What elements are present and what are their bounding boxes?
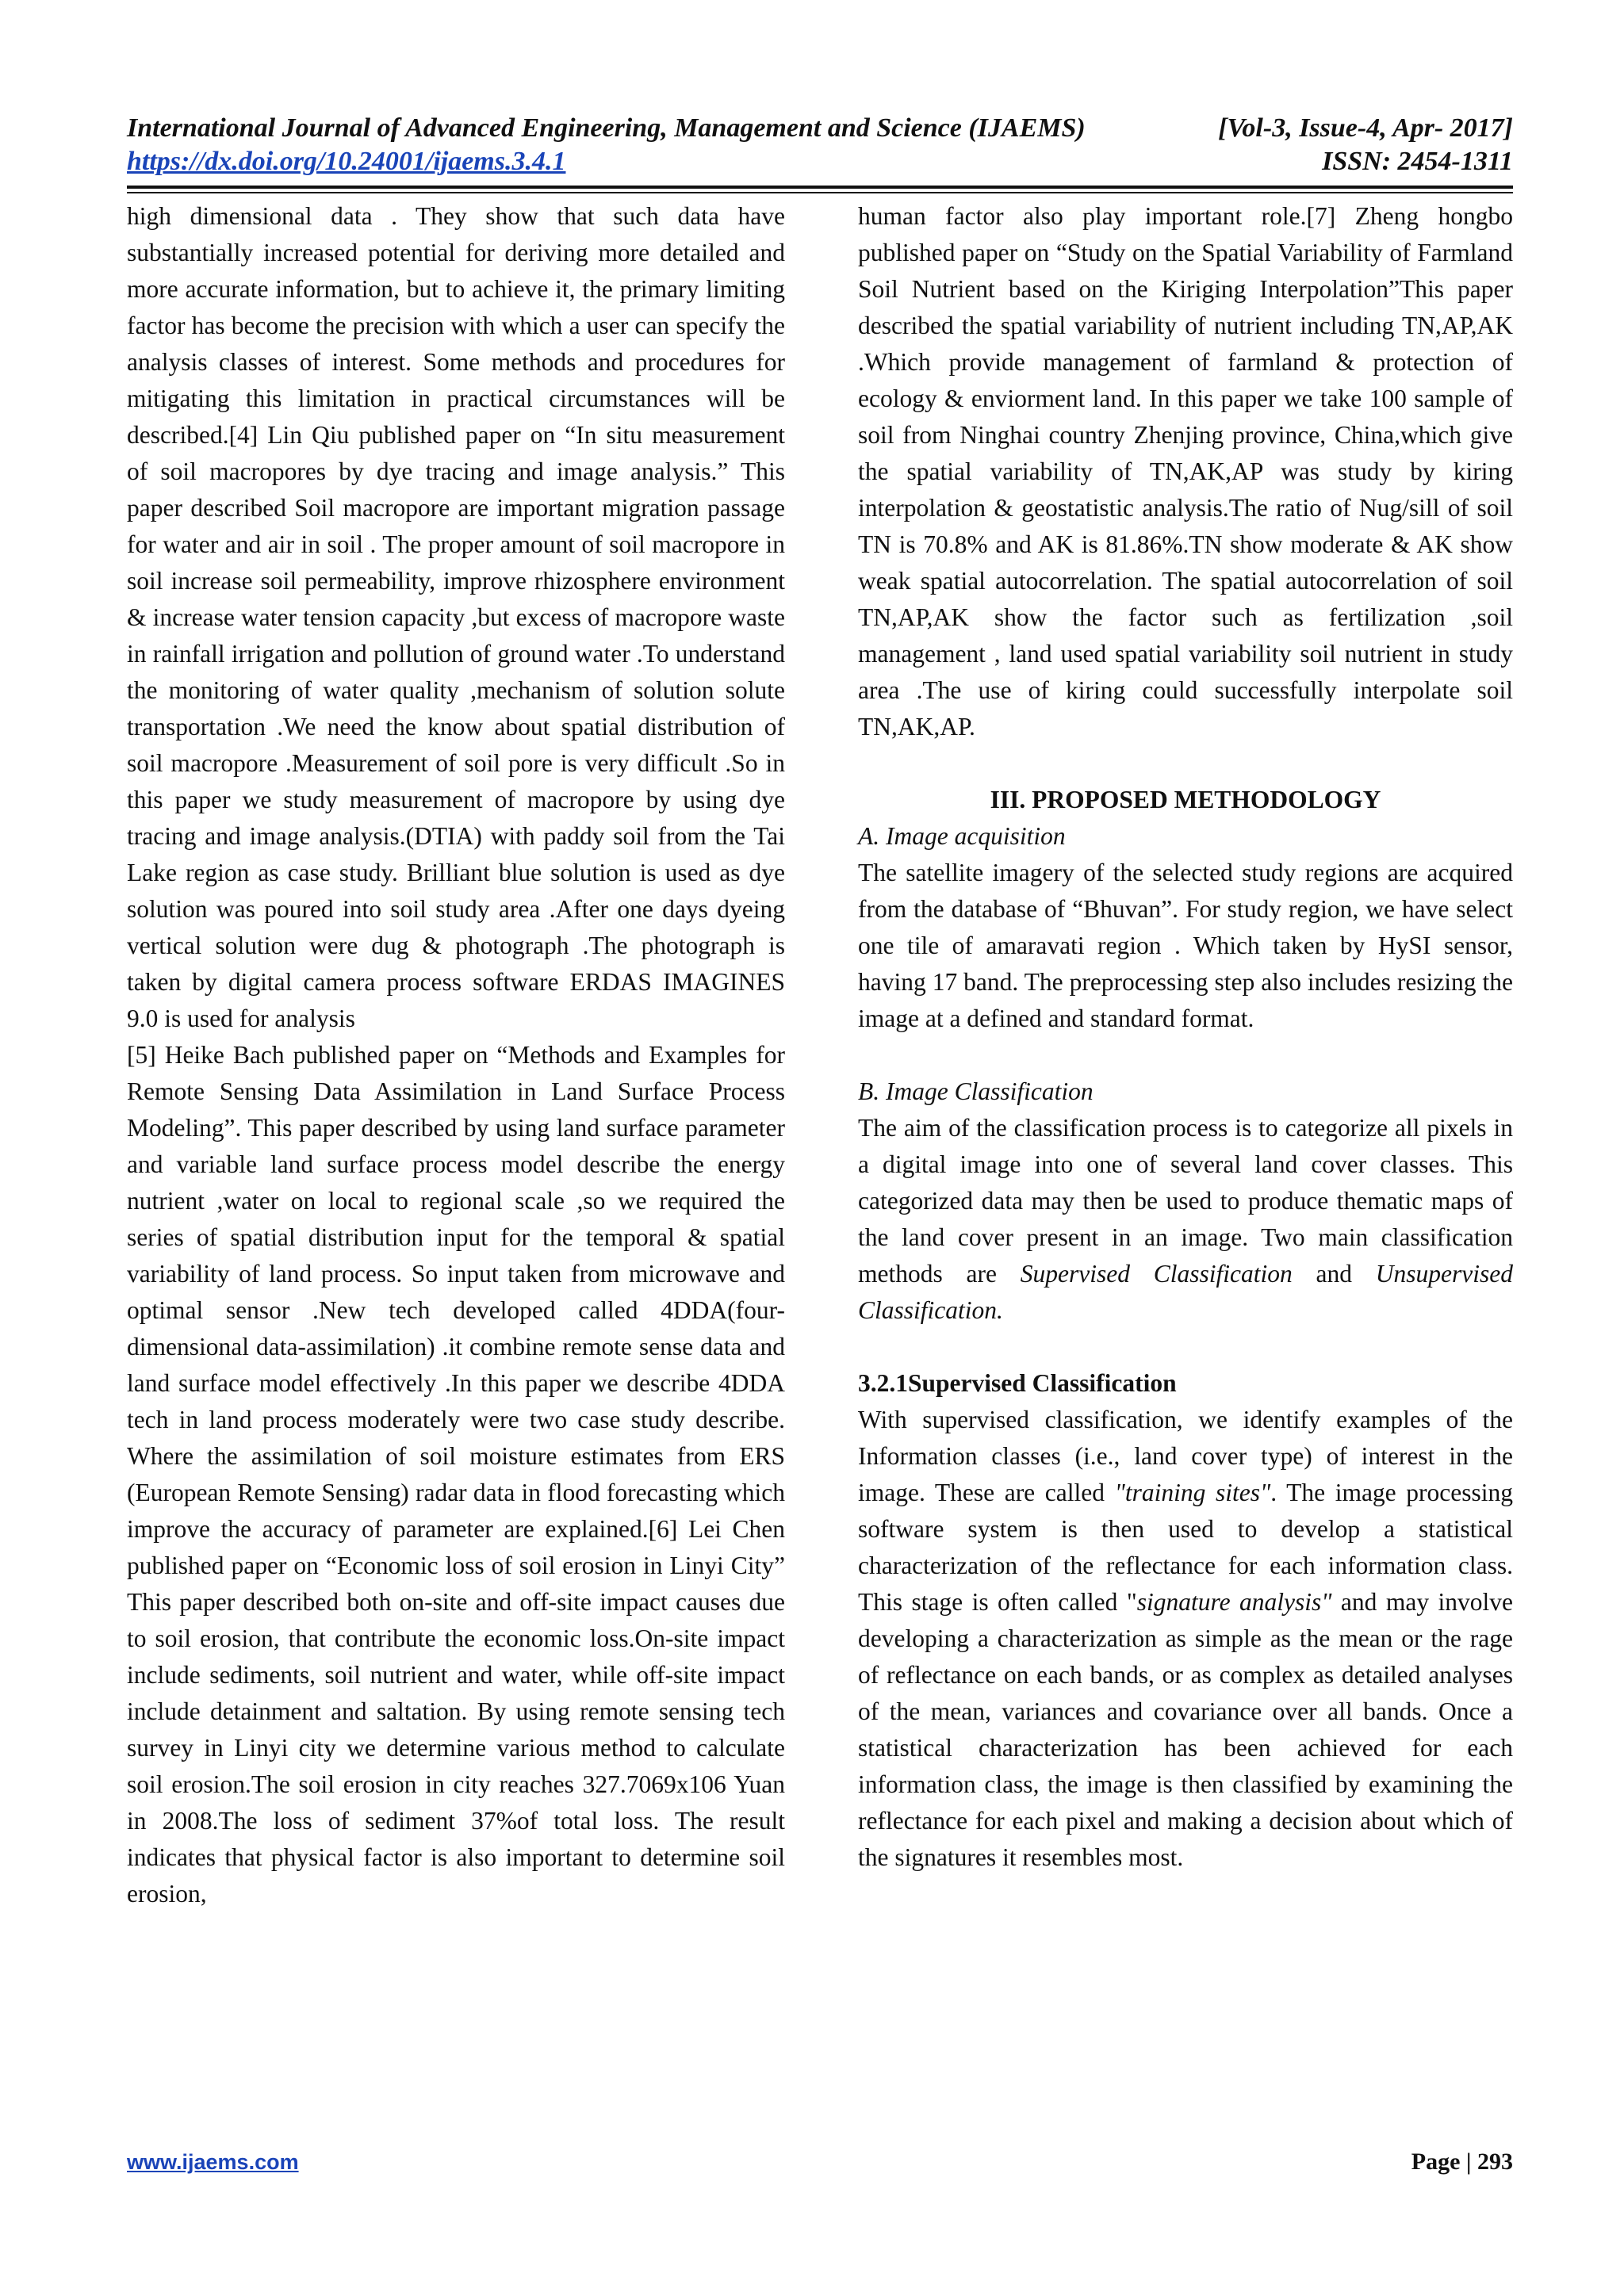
subsection-c-text-part: and may involve developing a characterization as simple as the mean or the rage of reflectance on each bands, or as complex as detailed analyses of the mean, variances and covariance over all bands. Once a statistical characterization has been achieved for each information class, the image is then classified by examining the reflectance for each pixel and making a decision about which of the signatures it resembles most. — [858, 1588, 1514, 1871]
issn: ISSN: 2454-1311 — [1322, 147, 1513, 176]
spacer — [858, 1329, 1513, 1365]
subsection-c-text-part: . The image processing software system is then used to develop a statistical characterization of the reflectance for each information class. This stage is often called " — [858, 1479, 1513, 1616]
signature-analysis-term: signature analysis" — [1136, 1588, 1332, 1616]
spacer — [858, 1037, 1513, 1073]
left-paragraph-1: high dimensional data . They show that such data have substantially increased potential for deriving more detailed and more accurate information, but to achieve it, the primary limiting factor has become the precision with which a user can specify the analysis classes of interest. Some methods and procedures for mitigating this limitation in practical circumstances will be described.[4] Lin Qiu published paper on “In situ measurement of soil macropores by dye tracing and image analysis.” This paper described Soil macropore are important migration passage for water and air in soil . The proper amount of soil macropore in soil increase soil permeability, improve rhizosphere environment & increase water tension capacity ,but excess of macropore waste in rainfall irrigation and pollution of ground water .To understand the monitoring of water quality ,mechanism of solution solute transportation .We need the know about spatial distribution of soil macropore .Measurement of soil pore is very difficult .So in this paper we study measurement of macropore by using dye tracing and image analysis.(DTIA) with paddy soil from the Tai Lake region as case study. Brilliant blue solution is used as dye solution was poured into soil study area .After one days dyeing vertical solution were dug & photograph .The photograph is taken by digital camera process software ERDAS IMAGINES 9.0 is used for analysis — [127, 202, 785, 1032]
page-number: Page | 293 — [1411, 2149, 1513, 2175]
footer-site-link[interactable]: www.ijaems.com — [127, 2150, 299, 2174]
right-column — [858, 198, 1513, 1876]
section-title: III. PROPOSED METHODOLOGY — [990, 786, 1381, 813]
right-paragraph-1: human factor also play important role.[7] Zheng hongbo published paper on “Study on the Spatial Variability of Farmland Soil Nutrient based on the Kiriging Interpolation”This paper described the spatial variability of nutrient including TN,AP,AK .Which provide management of farmland & protection of ecology & enviorment land. In this paper we take 100 sample of soil from Ninghai country Zhenjing province, China,which give the spatial variability of TN,AK,AP was study by kiring interpolation & geostatistic analysis.The ratio of Nug/sill of soil TN is 70.8% and AK is 81.86%.TN show moderate & AK show weak spatial autocorrelation. The spatial autocorrelation of soil TN,AP,AK show the factor such as fertilization ,soil management , land used spatial variability soil nutrient in study area .The use of kiring could successfully interpolate soil TN,AK,AP. — [858, 202, 1513, 740]
header-rule-thin — [127, 192, 1513, 193]
subsection-a-title: A. Image acquisition — [858, 822, 1066, 850]
running-header-line2 — [127, 146, 1513, 178]
running-header-line1 — [127, 113, 1513, 144]
subsection-c-text — [858, 1402, 1513, 1876]
unsupervised-term: Unsupervised Classification. — [858, 1260, 1513, 1324]
volume-issue: [Vol-3, Issue-4, Apr- 2017] — [1218, 113, 1513, 143]
spacer — [858, 745, 1513, 782]
subsection-b-text — [858, 1110, 1513, 1329]
left-paragraph-2: [5] Heike Bach published paper on “Methods and Examples for Remote Sensing Data Assimilation in Land Surface Process Modeling”. This paper described by using land surface parameter and variable land surface process model describe the energy nutrient ,water on local to regional scale ,so we required the series of spatial distribution input for the temporal & spatial variability of land process. So input taken from microwave and optimal sensor .New tech developed called 4DDA(four-dimensional data-assimilation) .it combine remote sense data and land surface model effectively .In this paper we describe 4DDA tech in land process moderately were two case study describe. Where the assimilation of soil moisture estimates from ERS (European Remote Sensing) radar data in flood forecasting which improve the accuracy of parameter are explained.[6] Lei Chen published paper on “Economic loss of soil erosion in Linyi City” This paper described both on-site and off-site impact causes due to soil erosion, that contribute the economic loss.On-site impact include sediments, soil nutrient and water, while off-site impact include detainment and saltation. By using remote sensing tech survey in Linyi city we determine various method to calculate soil erosion.The soil erosion in city reaches 327.7069x106 Yuan in 2008.The loss of sediment 37%of total loss. The result indicates that physical factor is also important to determine soil erosion, — [127, 1041, 785, 1908]
subsection-c-title: 3.2.1Supervised Classification — [858, 1369, 1177, 1397]
training-sites-term: "training sites" — [1114, 1479, 1271, 1506]
subsection-c-text-part: With supervised classification, we identify examples of the Information classes (i.e., land cover type) of interest in the image. These are called — [858, 1406, 1513, 1506]
left-column — [127, 198, 785, 1912]
header-rule — [127, 186, 1513, 189]
doi-link[interactable]: https://dx.doi.org/10.24001/ijaems.3.4.1 — [127, 147, 566, 176]
supervised-term: Supervised Classification — [1020, 1260, 1293, 1288]
subsection-b-text-part: The aim of the classification process is to categorize all pixels in a digital image into one of several land cover classes. This categorized data may then be used to produce thematic maps of the land cover present in an image. Two main classification methods are — [858, 1114, 1513, 1288]
subsection-b-text-part: and — [1292, 1260, 1376, 1288]
journal-title: International Journal of Advanced Engineering, Management and Science (IJAEMS) — [127, 113, 1086, 143]
subsection-b-title: B. Image Classification — [858, 1077, 1094, 1105]
subsection-a-text: The satellite imagery of the selected study regions are acquired from the database of “Bhuvan”. For study region, we have select one tile of amaravati region . Which taken by HySI sensor, having 17 band. The preprocessing step also includes resizing the image at a defined and standard format. — [858, 859, 1513, 1032]
